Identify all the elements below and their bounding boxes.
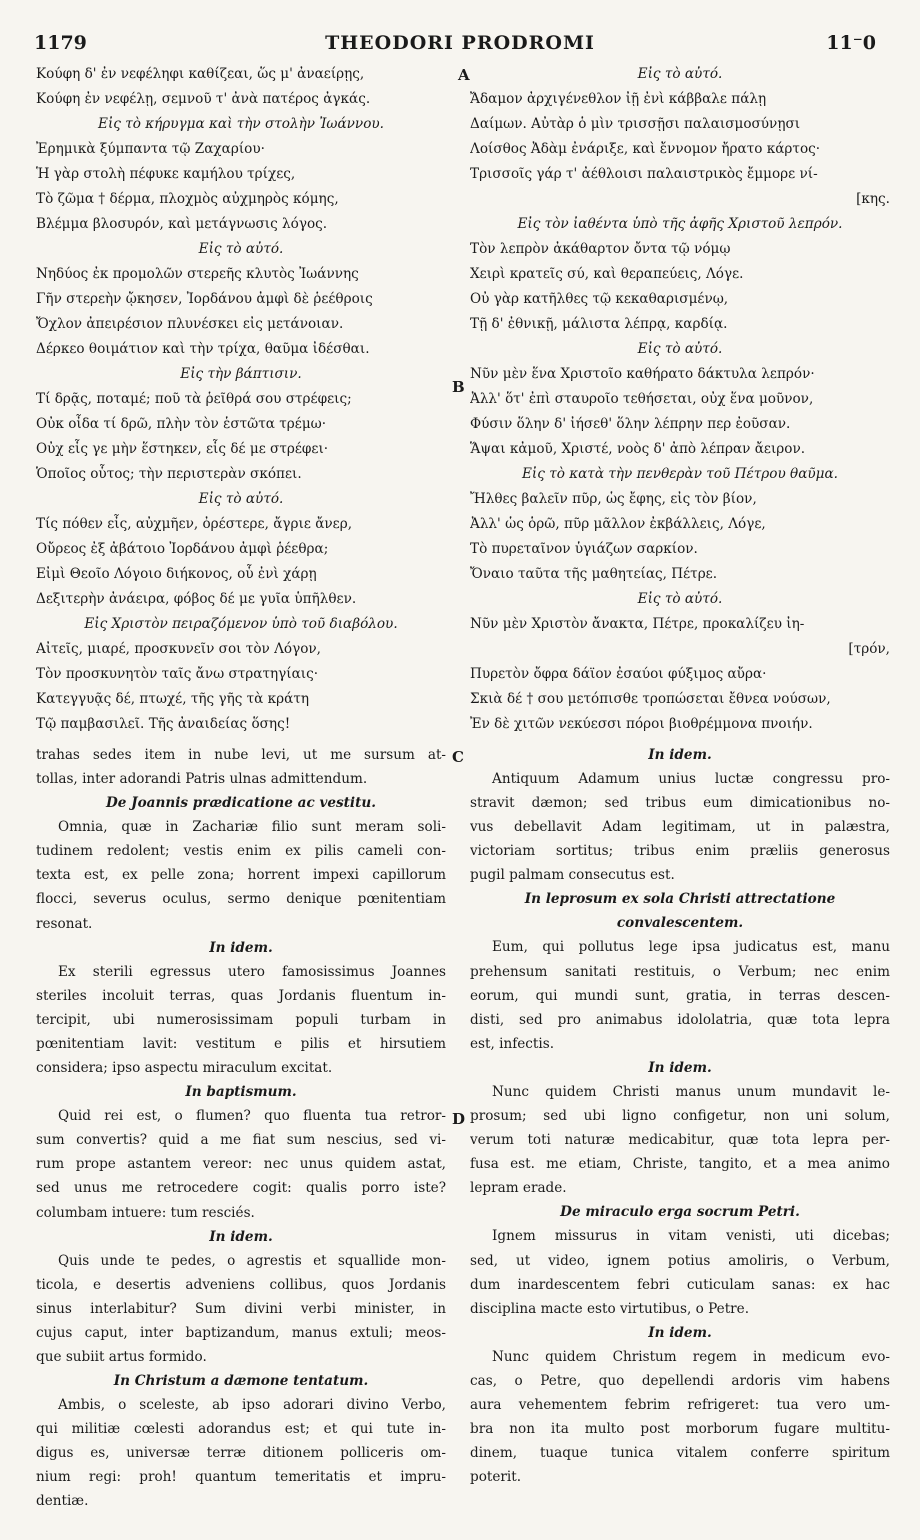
verse-line: Τί δρᾷς, ποταμέ; ποῦ τὰ ῥεῖθρά σου στρέφεις;	[36, 391, 352, 407]
verse-line: Ἀλλ' ὅτ' ἐπὶ σταυροῖο τεθήσεται, οὐχ ἕνα μοῦνον,	[470, 391, 814, 407]
prose-line: stravit dæmon; sed tribus eum dimicationibus no-	[470, 795, 890, 812]
prose-line: trahas sedes item in nube levi, ut me sursum at-	[36, 747, 446, 763]
margin-letter-b: B	[452, 378, 465, 396]
prose-line: prosum; sed ubi ligno configetur, non uni solum,	[470, 1108, 890, 1125]
running-title: THEODORI PRODROMI	[325, 32, 595, 54]
prose-line: Nunc quidem Christi manus unum mundavit le-	[492, 1083, 890, 1100]
prose-line: tercipit, ubi numerosissimam populi turbam in	[36, 1011, 446, 1028]
prose-line: sed unus me retrocedere cogit: qualis porro iste?	[36, 1180, 446, 1197]
prose-line: Ambis, o sceleste, ab ipso adorari divino Verbo,	[58, 1397, 446, 1414]
prose-line: dinem, tuaque tunica vitalem conferre spiritum	[470, 1445, 890, 1462]
margin-letter-d: D	[452, 1110, 466, 1128]
verse-line: Τίς πόθεν εἶς, αὐχμῆεν, ὀρέστερε, ἄγριε ἄνερ,	[36, 516, 353, 532]
prose-line: ticola, e desertis adveniens collibus, quos Jordanis	[36, 1276, 446, 1293]
section-heading: In idem.	[648, 747, 712, 763]
verse-line: Τῷ παμβασιλεῖ. Τῆς ἀναιδείας ὅσης!	[36, 716, 291, 732]
verse-line: Ἀλλ' ὡς ὁρῶ, πῦρ μᾶλλον ἐκβάλλεις, Λόγε,	[470, 516, 766, 532]
section-heading: convalescentem.	[616, 915, 744, 932]
prose-line: vus debellavit Adam legitimam, ut in palæstra,	[470, 819, 890, 836]
section-heading: Εἰς τὸ αὐτό.	[637, 591, 723, 607]
prose-line: dentiæ.	[36, 1493, 89, 1510]
prose-line: sed, ut video, ignem potius amoliris, o Verbum,	[470, 1252, 890, 1269]
verse-line: Ὁποῖος οὗτος; τὴν περιστερὰν σκόπει.	[36, 466, 302, 482]
prose-line: resonat.	[36, 915, 93, 932]
prose-line: aura vehementem febrim refrigeret: tua vero um-	[470, 1396, 890, 1413]
verse-line: Ἡ γὰρ στολὴ πέφυκε καμήλου τρίχες,	[36, 166, 296, 182]
section-heading: De miraculo erga socrum Petri.	[560, 1204, 800, 1221]
verse-line: Νῦν μὲν ἕνα Χριστοῖο καθήρατο δάκτυλα λεπρόν·	[470, 366, 815, 382]
prose-line: texta est, ex pelle zona; horrent impexi capillorum	[36, 867, 446, 884]
verse-line: Τὸ ζῶμα † δέρμα, πλοχμὸς αὐχμηρὸς κόμης,	[36, 191, 339, 207]
verse-line: Οὔρεος ἐξ ἀβάτοιο Ἰορδάνου ἀμφὶ ῥέεθρα;	[36, 541, 329, 557]
verse-line: Εἰμὶ Θεοῖο Λόγοιο διήκονος, οὗ ἐνὶ χάρῃ	[36, 566, 317, 582]
section-heading: In idem.	[648, 1324, 712, 1341]
verse-line: Δεξιτερὴν ἀνάειρα, φόβος δέ με γυῖα ὑπῆλθεν.	[36, 591, 357, 607]
prose-line: digus es, universæ terræ ditionem polliceris om-	[36, 1445, 446, 1462]
verse-line: Νῦν μὲν Χριστὸν ἄνακτα, Πέτρε, προκαλίζευ ἰη-	[470, 616, 805, 632]
section-heading: In Christum a dæmone tentatum.	[113, 1373, 369, 1390]
verse-line: Δέρκεο θοιμάτιον καὶ τὴν τρίχα, θαῦμα ἰδέσθαι.	[36, 341, 370, 357]
verse-line: Τρισσοῖς γάρ τ' ἀέθλοισι παλαιστρικὸς ἔμμορε νί-	[470, 166, 818, 182]
prose-line: flocci, severus oculus, sermo denique pœnitentiam	[36, 891, 446, 908]
verse-line: Ὄναιο ταῦτα τῆς μαθητείας, Πέτρε.	[470, 566, 718, 582]
verse-line: Ὄχλον ἀπειρέσιον πλυνέσκει εἰς μετάνοιαν.	[36, 316, 344, 332]
prose-line: pœnitentiam lavit: vestitum e pilis et hirsutiem	[36, 1035, 446, 1052]
verse-line: Τὸν λεπρὸν ἀκάθαρτον ὄντα τῷ νόμῳ	[470, 241, 731, 257]
prose-line: Antiquum Adamum unius luctæ congressu pro-	[492, 771, 890, 787]
prose-line: bra non ita multo post morborum fugare multitu-	[470, 1421, 890, 1438]
prose-line: cujus caput, inter baptizandum, manus extuli; meos-	[36, 1324, 446, 1341]
right-greek-text	[470, 62, 890, 737]
prose-line: sum convertis? quid a me fiat sum nescius, sed vi-	[36, 1132, 446, 1149]
verse-line: Τὸν προσκυνητὸν ταῖς ἄνω στρατηγίαις·	[36, 666, 319, 682]
verse-line: Οὐ γὰρ κατῆλθες τῷ κεκαθαρισμένῳ,	[470, 291, 729, 307]
verse-line: Αἰτεῖς, μιαρέ, προσκυνεῖν σοι τὸν Λόγον,	[36, 641, 321, 657]
verse-line: Βλέμμα βλοσυρόν, καὶ μετάγνωσις λόγος.	[36, 216, 328, 232]
page-header	[0, 32, 920, 62]
verse-line: Χειρὶ κρατεῖς σύ, καὶ θεραπεύεις, Λόγε.	[470, 266, 744, 282]
prose-line: Ignem missurus in vitam venisti, uti dicebas;	[492, 1228, 890, 1245]
prose-line: sinus interlabitur? Sum divini verbi minister, in	[36, 1300, 446, 1317]
section-heading: Εἰς τὸ αὐτό.	[198, 241, 284, 257]
prose-line: columbam intuere: tum resciés.	[36, 1204, 255, 1221]
prose-line: que subiit artus formido.	[36, 1348, 207, 1365]
verse-line: Νηδύος ἐκ προμολῶν στερεῆς κλυτὸς Ἰωάννης	[36, 266, 359, 282]
prose-line: steriles incoluit terras, quas Jordanis fluentum in-	[36, 987, 446, 1004]
prose-line: qui militiæ cœlesti adorandus est; et qui tute in-	[36, 1421, 446, 1438]
verse-line: Κούφη ἐν νεφέλῃ, σεμνοῦ τ' ἀνὰ πατέρος ἀγκάς.	[36, 91, 371, 107]
prose-line: Quis unde te pedes, o agrestis et squallide mon-	[58, 1252, 446, 1269]
verse-line: [κης.	[856, 191, 890, 207]
prose-line: disciplina macte esto virtutibus, o Petre.	[470, 1300, 750, 1317]
verse-line: Ἄδαμον ἀρχιγένεθλον ἰῇ ἐνὶ κάββαλε πάλῃ	[470, 91, 767, 107]
prose-line: lepram erade.	[470, 1180, 567, 1197]
margin-letter-a: A	[458, 66, 470, 84]
prose-line: est, infectis.	[470, 1035, 555, 1052]
prose-line: poterit.	[470, 1469, 522, 1486]
verse-line: Πυρετὸν ὄφρα δάϊον ἐσαύοι φύξιμος αὔρα·	[470, 666, 767, 682]
verse-line: Λοίσθος Ἀδὰμ ἐνάριξε, καὶ ἔννομον ἤρατο κάρτος·	[470, 141, 821, 157]
verse-line: Ἤλθες βαλεῖν πῦρ, ὡς ἔφης, εἰς τὸν βίον,	[470, 491, 757, 507]
prose-line: disti, sed pro animabus idololatria, quæ tota lepra	[470, 1011, 890, 1028]
prose-line: rum prope astantem vereor: nec unus quidem astat,	[36, 1156, 446, 1173]
verse-line: Σκιὰ δέ † σου μετόπισθε τροπώσεται ἔθνεα νούσων,	[470, 691, 831, 707]
verse-line: Οὐκ οἶδα τί δρῶ, πλὴν τὸν ἑστῶτα τρέμω·	[36, 416, 327, 432]
prose-line: dum inardescentem febri cuticulam sanas: ex hac	[470, 1276, 890, 1293]
prose-line: victoriam sortitus; tribus enim præliis generosus	[470, 843, 890, 860]
section-heading: Εἰς τὸ κήρυγμα καὶ τὴν στολὴν Ἰωάννου.	[98, 116, 384, 132]
section-heading: Εἰς τὸ αὐτό.	[198, 491, 284, 507]
section-heading: In idem.	[648, 1059, 712, 1076]
prose-line: eorum, qui mundi sunt, gratia, in terras descen-	[470, 987, 890, 1004]
page-number-left: 1179	[34, 32, 87, 54]
section-heading: Εἰς τὸν ἰαθέντα ὑπὸ τῆς ἀφῆς Χριστοῦ λεπρόν.	[517, 216, 843, 232]
prose-line: considera; ipso aspectu miraculum excitat.	[36, 1060, 333, 1077]
verse-line: Τῇ δ' ἐθνικῇ, μάλιστα λέπρᾳ, καρδίᾳ.	[470, 316, 728, 332]
left-column	[36, 62, 446, 1514]
section-heading: In leprosum ex sola Christi attrectatione	[524, 891, 836, 908]
prose-line: cas, o Petre, quo depellendi ardoris vim habens	[470, 1372, 890, 1389]
prose-line: prehensum sanitati restituis, o Verbum; nec enim	[470, 963, 890, 980]
section-heading: Εἰς τὸ αὐτό.	[637, 66, 723, 82]
prose-line: verum toti naturæ medicabitur, quæ tota lepra per-	[470, 1132, 890, 1149]
margin-letter-c: C	[452, 748, 464, 766]
verse-line: Ἐρημικὰ ξύμπαντα τῷ Ζαχαρίου·	[36, 141, 265, 157]
prose-line: fusa est. me etiam, Christe, tangito, et a mea animo	[470, 1156, 890, 1173]
section-heading: Εἰς Χριστὸν πειραζόμενον ὑπὸ τοῦ διαβόλου.	[84, 616, 398, 632]
left-latin-text	[36, 743, 446, 1514]
verse-line: [τρόν,	[848, 641, 890, 657]
verse-line: Οὐχ εἷς γε μὴν ἕστηκεν, εἷς δέ με στρέφει·	[36, 441, 329, 457]
prose-line: tollas, inter adorandi Patris ulnas admittendum.	[36, 771, 368, 788]
section-heading: In idem.	[209, 939, 273, 956]
left-greek-text	[36, 62, 446, 737]
section-heading: Εἰς τὸ αὐτό.	[637, 341, 723, 357]
section-heading: Εἰς τὸ κατὰ τὴν πενθερὰν τοῦ Πέτρου θαῦμα.	[522, 466, 838, 482]
verse-line: Ἅψαι κἀμοῦ, Χριστέ, νοὸς δ' ἀπὸ λέπραν ἄειρον.	[470, 441, 806, 457]
verse-line: Δαίμων. Αὐτὰρ ὁ μὶν τρισσῇσι παλαισμοσύνῃσι	[470, 116, 801, 132]
verse-line: Γῆν στερεὴν ᾤκησεν, Ἰορδάνου ἀμφὶ δὲ ῥεέθροις	[36, 291, 373, 307]
prose-line: Quid rei est, o flumen? quo fluenta tua retror-	[58, 1108, 446, 1125]
verse-line: Ἐν δὲ χιτῶν νεκύεσσι πόροι βιοθρέμμονα πνοιήν.	[470, 716, 813, 732]
verse-line: Κατεγγυᾷς δέ, πτωχέ, τῆς γῆς τὰ κράτη	[36, 691, 310, 707]
right-column	[470, 62, 890, 1489]
page-number-right: 11⁻0	[826, 32, 876, 54]
prose-line: Nunc quidem Christum regem in medicum evo-	[492, 1348, 890, 1365]
prose-line: Eum, qui pollutus lege ipsa judicatus est, manu	[492, 939, 890, 956]
verse-line: Τὸ πυρεταῖνον ὑγιάζων σαρκίον.	[470, 541, 698, 557]
section-heading: De Joannis prædicatione ac vestitu.	[105, 795, 376, 812]
verse-line: Φύσιν ὅλην δ' ἰήσεθ' ὅλην λέπρην περ ἐοῦσαν.	[470, 416, 791, 432]
prose-line: nium regi: proh! quantum temeritatis et impru-	[36, 1469, 446, 1486]
section-heading: In idem.	[209, 1228, 273, 1245]
verse-line: Κούφη δ' ἐν νεφέληφι καθίζεαι, ὥς μ' ἀναείρῃς,	[36, 66, 365, 82]
section-heading: In baptismum.	[185, 1084, 297, 1101]
right-latin-text	[470, 743, 890, 1489]
prose-line: Ex sterili egressus utero famosissimus Joannes	[58, 963, 446, 980]
section-heading: Εἰς τὴν βάπτισιν.	[180, 366, 302, 382]
prose-line: tudinem redolent; vestis enim ex pilis cameli con-	[36, 843, 446, 860]
prose-line: pugil palmam consecutus est.	[470, 867, 675, 884]
prose-line: Omnia, quæ in Zachariæ filio sunt meram soli-	[58, 819, 446, 836]
